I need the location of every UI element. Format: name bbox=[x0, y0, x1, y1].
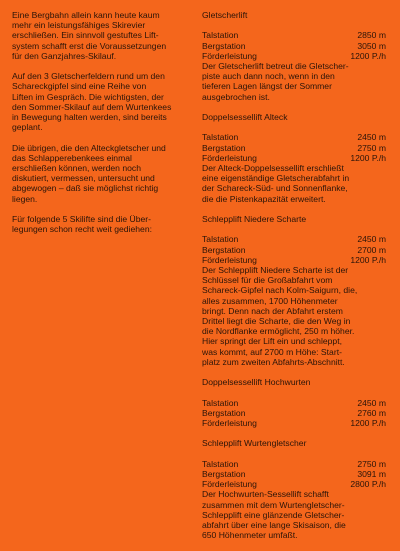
intro-paragraph-3: Die übrigen, die den Alteckgletscher und das Schlapperebenkees einmal erschließen können, werden noch diskutiert, vermessen, untersucht und abgewogen – daß sie möglichst richtig liegen. bbox=[12, 142, 166, 204]
spec-label: Bergstation bbox=[202, 407, 246, 418]
spec-row bbox=[202, 132, 386, 142]
spec-label: Talstation bbox=[202, 30, 239, 41]
spec-label: Förderleistung bbox=[202, 418, 257, 429]
spec-row bbox=[202, 234, 386, 244]
lift-section bbox=[202, 377, 386, 428]
spec-value: 2750 m bbox=[357, 142, 386, 153]
spec-value: 3050 m bbox=[357, 40, 386, 51]
spec-row bbox=[202, 41, 386, 51]
spec-value: 2450 m bbox=[357, 132, 386, 143]
spec-label: Bergstation bbox=[202, 469, 246, 479]
spec-label: Talstation bbox=[202, 397, 239, 408]
spec-value: 2450 m bbox=[357, 234, 386, 245]
lift-title: Doppelsessellift Hochwurten bbox=[202, 377, 311, 388]
spec-label: Bergstation bbox=[202, 244, 246, 255]
lift-title: Doppelsessellift Alteck bbox=[202, 112, 288, 122]
spec-value: 1200 P./h bbox=[350, 50, 386, 61]
intro-paragraph-4: Für folgende 5 Skilifte sind die Über- legungen schon recht weit gediehen: bbox=[12, 214, 152, 235]
spec-row bbox=[202, 255, 386, 265]
spec-row bbox=[202, 153, 386, 163]
spec-label: Förderleistung bbox=[202, 254, 257, 265]
spec-value: 2750 m bbox=[357, 458, 386, 469]
lift-description: Der Gletscherlift betreut die Gletscher- piste auch dann noch, wenn in den tieferen Lagen längst der Sommer ausgebrochen ist. bbox=[202, 61, 349, 102]
spec-value: 2700 m bbox=[357, 244, 386, 255]
lift-description: Der Hochwurten-Sessellift schafft zusammen mit dem Wurtengletscher- Schlepplift eine glänzende Gletscher- abfahrt über eine lange Skisaison, die 650 Höhenmeter umfaßt. bbox=[202, 489, 346, 541]
lift-section bbox=[202, 438, 386, 540]
spec-label: Talstation bbox=[202, 234, 239, 245]
spec-row bbox=[202, 143, 386, 153]
spec-label: Förderleistung bbox=[202, 479, 257, 490]
spec-row bbox=[202, 479, 386, 489]
spec-label: Bergstation bbox=[202, 40, 246, 51]
spec-row bbox=[202, 245, 386, 255]
spec-label: Talstation bbox=[202, 458, 239, 469]
spec-row bbox=[202, 418, 386, 428]
intro-paragraph-1: Eine Bergbahn allein kann heute kaum mehr ein leistungsfähiges Skirevier erschließen. Ein sinnvoll gestuftes Lift- system schafft erst die Voraussetzungen für den Ganzjahres-Skilauf. bbox=[12, 10, 167, 61]
spec-label: Talstation bbox=[202, 132, 239, 143]
lift-title: Schlepplift Wurtengletscher bbox=[202, 438, 307, 449]
spec-row bbox=[202, 469, 386, 479]
spec-row bbox=[202, 51, 386, 61]
spec-label: Förderleistung bbox=[202, 152, 257, 163]
spec-value: 1200 P./h bbox=[350, 254, 386, 265]
spec-value: 3091 m bbox=[357, 469, 386, 479]
intro-column bbox=[12, 10, 190, 234]
lift-description: Der Schlepplift Niedere Scharte ist der Schlüssel für die Großabfahrt vom Schareck-Gipfel nach Kolm-Saigurn, die, alles zusammen, 1700 Höhenmeter bringt. Denn nach der Abfahrt erstem Drittel liegt die Scharte, die den Weg in die Nordflanke ermöglicht, 250 m höher. Hier springt der Lift ein und schleppt, was kommt, auf 2700 m Höhe: Start- platz zum zweiten Abfahrts-Abschnitt. bbox=[202, 265, 358, 367]
spec-row bbox=[202, 30, 386, 40]
spec-value: 1200 P./h bbox=[350, 418, 386, 429]
spec-row bbox=[202, 459, 386, 469]
spec-label: Förderleistung bbox=[202, 50, 257, 61]
spec-value: 2450 m bbox=[357, 397, 386, 408]
spec-row bbox=[202, 408, 386, 418]
spec-value: 2800 P./h bbox=[350, 479, 386, 490]
spec-value: 2850 m bbox=[357, 30, 386, 41]
spec-label: Bergstation bbox=[202, 142, 246, 153]
lift-title: Gletscherlift bbox=[202, 10, 248, 20]
spec-value: 1200 P./h bbox=[350, 152, 386, 163]
spec-value: 2760 m bbox=[357, 407, 386, 418]
lift-description: Der Alteck-Doppelsessellift erschließt eine eigenständige Gletscherabfahrt in der Schareck-Süd- und Sonnenflanke, die die Pistenkapazität erweitert. bbox=[202, 163, 350, 204]
lift-section bbox=[202, 214, 386, 367]
lift-column bbox=[202, 10, 386, 551]
spec-row bbox=[202, 398, 386, 408]
intro-paragraph-2: Auf den 3 Gletscherfeldern rund um den Schareckgipfel sind eine Reihe von Liften im Gespräch. Die wichtigsten, der den Sommer-Skilauf auf dem Wurtenkees in Bewegung halten werden, sind bereits geplant. bbox=[12, 71, 172, 133]
lift-section bbox=[202, 10, 386, 102]
lift-title: Schlepplift Niedere Scharte bbox=[202, 214, 307, 224]
lift-section bbox=[202, 112, 386, 204]
